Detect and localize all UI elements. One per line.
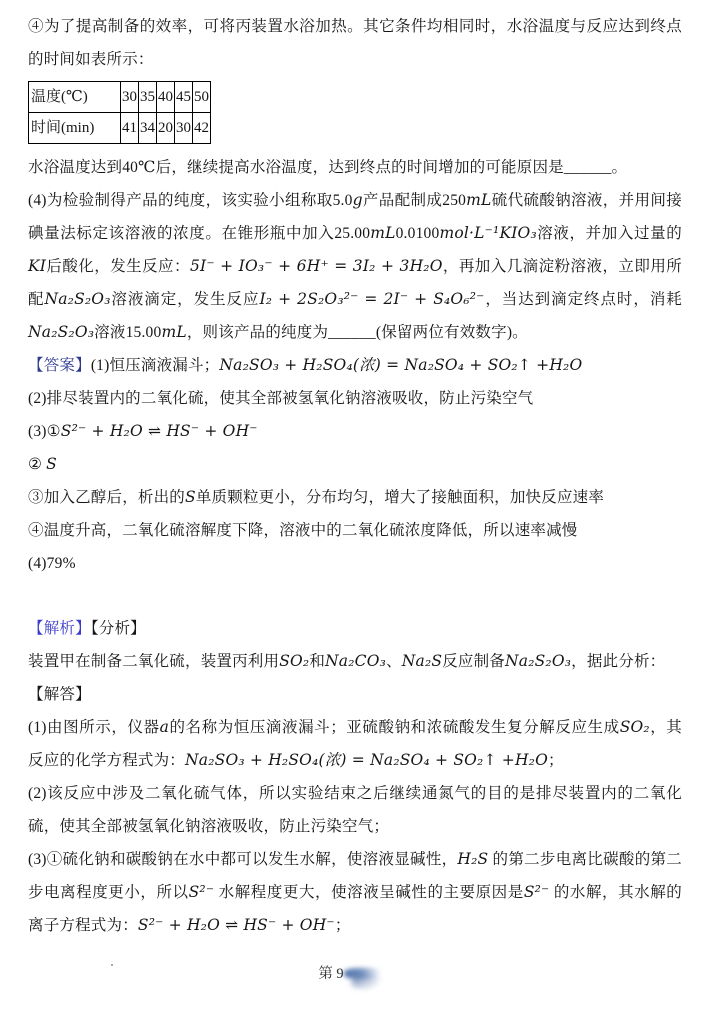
text-run: 溶液，并加入过量的 bbox=[536, 225, 682, 242]
text-run: 水浴温度达到40℃后，继续提高水浴温度，达到终点的时间增加的可能原因是______。 bbox=[28, 159, 628, 176]
text-run: (3)① bbox=[28, 423, 61, 440]
section-label: 【答案】 bbox=[28, 357, 91, 374]
text-run: 的名称为恒压滴液漏斗；亚硫酸钠和浓硫酸发生复分解反应生成 bbox=[169, 719, 620, 736]
formula-run: Na₂CO₃ bbox=[325, 652, 387, 670]
formula-run: KI bbox=[28, 257, 47, 275]
text-run: ； bbox=[548, 752, 564, 769]
cursor-smudge bbox=[344, 966, 392, 982]
paragraph bbox=[28, 612, 682, 645]
formula-run: S bbox=[185, 488, 196, 506]
formula-run: H₂S bbox=[457, 850, 489, 868]
section-label: 【解析】 bbox=[28, 620, 91, 637]
text-run: 溶液滴定，发生反应 bbox=[110, 291, 260, 308]
formula-run: S²⁻ bbox=[188, 883, 215, 901]
formula-run: mL bbox=[161, 323, 187, 341]
table-cell: 45 bbox=[175, 82, 193, 113]
question-intro bbox=[28, 10, 682, 76]
formula-run: Na₂SO₃ + H₂SO₄(浓) = Na₂SO₄ + SO₂↑ +H₂O bbox=[219, 356, 583, 374]
paragraph bbox=[28, 415, 682, 448]
text-run: 的水解，其水解的离子方程式为： bbox=[28, 884, 682, 934]
text-run: 装置甲在制备二氧化硫，装置丙利用 bbox=[28, 653, 280, 670]
paragraph bbox=[28, 547, 682, 580]
text-run: ④为了提高制备的效率，可将丙装置水浴加热。其它条件均相同时，水浴温度与反应达到终点的时间如表所示： bbox=[28, 18, 682, 68]
formula-run: Na₂S₂O₃ bbox=[44, 290, 111, 308]
text-run: 【分析】 bbox=[90, 620, 146, 637]
formula-run: S²⁻ bbox=[523, 883, 550, 901]
paragraph bbox=[28, 382, 682, 415]
table-row bbox=[29, 82, 211, 113]
formula-run: SO₂ bbox=[619, 718, 650, 736]
formula-run: SO₂ bbox=[279, 652, 310, 670]
paragraph bbox=[28, 448, 682, 481]
text-run: 反应制备 bbox=[442, 653, 505, 670]
text-run: (3)①硫化钠和碳酸钠在水中都可以发生水解，使溶液显碱性， bbox=[28, 851, 458, 868]
formula-run: S²⁻ + H₂O ⇌ HS⁻ + OH⁻ bbox=[60, 422, 258, 440]
paragraph bbox=[28, 678, 682, 711]
text-run: ，再加入几滴淀粉溶液，立即用所配 bbox=[28, 258, 682, 308]
paragraph bbox=[28, 843, 682, 942]
page-number: 第 9 bbox=[318, 966, 344, 982]
text-run: ，据此分析： bbox=[571, 653, 666, 670]
text-run: (2)该反应中涉及二氧化硫气体，所以实验结束之后继续通氮气的目的是排尽装置内的二氧化硫，使其全部被氢氧化钠溶液吸收，防止污染空气； bbox=[28, 785, 682, 835]
paragraph bbox=[28, 645, 682, 678]
table-cell: 温度(℃) bbox=[29, 82, 121, 113]
table-cell: 40 bbox=[157, 82, 175, 113]
paragraph bbox=[28, 777, 682, 843]
table-cell: 30 bbox=[175, 113, 193, 144]
formula-run: Na₂S bbox=[401, 652, 443, 670]
stray-dot bbox=[111, 964, 113, 966]
table-cell: 50 bbox=[193, 82, 211, 113]
text-run: ，其反应的化学方程式为： bbox=[28, 719, 683, 769]
text-run: 硫代硫酸钠溶液，并用间接碘量法标定该溶液的浓度。在锥形瓶中加入25.00 bbox=[28, 192, 683, 242]
paragraph bbox=[28, 481, 682, 514]
formula-run: mol·L⁻¹KIO₃ bbox=[439, 224, 537, 242]
text-run: 和 bbox=[309, 653, 326, 670]
text-run: 水解程度更大，使溶液呈碱性的主要原因是 bbox=[214, 884, 524, 901]
paragraph bbox=[28, 514, 682, 547]
table-cell: 时间(min) bbox=[29, 113, 121, 144]
formula-run: mL bbox=[466, 191, 492, 209]
text-run: ④温度升高，二氧化硫溶解度下降，溶液中的二氧化硫浓度降低，所以速率减慢 bbox=[28, 522, 578, 539]
formula-run: S bbox=[46, 455, 57, 473]
text-run: 0.0100 bbox=[395, 225, 440, 242]
text-run: (4)为检验制得产品的纯度，该实验小组称取5.0 bbox=[28, 192, 353, 209]
text-run: ； bbox=[334, 917, 351, 934]
table-cell: 34 bbox=[139, 113, 157, 144]
table-row bbox=[29, 113, 211, 144]
table-cell: 35 bbox=[139, 82, 157, 113]
text-run: 产品配制成250 bbox=[362, 192, 467, 209]
text-run: ，则该产品的纯度为______(保留两位有效数字)。 bbox=[186, 324, 528, 341]
text-run: (1)由图所示，仪器 bbox=[28, 719, 160, 736]
formula-run: g bbox=[352, 191, 363, 209]
text-run: 溶液15.00 bbox=[94, 324, 162, 341]
text-run: ，当达到滴定终点时，消耗 bbox=[484, 291, 682, 308]
paragraph bbox=[28, 151, 682, 184]
text-run: ② bbox=[28, 456, 47, 473]
paragraph bbox=[28, 184, 682, 349]
formula-run: mL bbox=[370, 224, 396, 242]
temperature-time-table bbox=[28, 81, 211, 144]
text-run: (1)恒压滴液漏斗； bbox=[90, 357, 220, 374]
paragraph bbox=[28, 349, 682, 382]
formula-run: S²⁻ + H₂O ⇌ HS⁻ + OH⁻ bbox=[137, 916, 335, 934]
paragraph bbox=[28, 711, 682, 777]
formula-run: Na₂SO₃ + H₂SO₄(浓) = Na₂SO₄ + SO₂↑ +H₂O bbox=[185, 751, 548, 769]
text-run: 单质颗粒更小，分布均匀，增大了接触面积，加快反应速率 bbox=[195, 489, 605, 506]
text-run: (4)79% bbox=[28, 555, 76, 572]
text-run: (2)排尽装置内的二氧化硫，使其全部被氢氧化钠溶液吸收，防止污染空气 bbox=[28, 390, 534, 407]
formula-run: I₂ + 2S₂O₃²⁻ = 2I⁻ + S₄O₆²⁻ bbox=[259, 290, 485, 308]
formula-run: Na₂S₂O₃ bbox=[505, 652, 572, 670]
table-cell: 20 bbox=[157, 113, 175, 144]
text-run: 的第二步电离比碳酸的第二步电离程度更小，所以 bbox=[28, 851, 682, 901]
text-run: ③加入乙醇后，析出的 bbox=[28, 489, 186, 506]
table-cell: 42 bbox=[193, 113, 211, 144]
formula-run: Na₂S₂O₃ bbox=[28, 323, 95, 341]
paragraph bbox=[28, 10, 682, 76]
text-run: 【解答】 bbox=[28, 686, 91, 703]
text-run: 后酸化，发生反应： bbox=[46, 258, 190, 275]
text-run: 、 bbox=[386, 653, 402, 670]
formula-run: a bbox=[159, 718, 170, 736]
formula-run: 5I⁻ + IO₃⁻ + 6H⁺ = 3I₂ + 3H₂O bbox=[189, 257, 443, 275]
document-body bbox=[28, 151, 682, 942]
page-footer bbox=[0, 962, 710, 983]
table-cell: 30 bbox=[121, 82, 139, 113]
table-cell: 41 bbox=[121, 113, 139, 144]
